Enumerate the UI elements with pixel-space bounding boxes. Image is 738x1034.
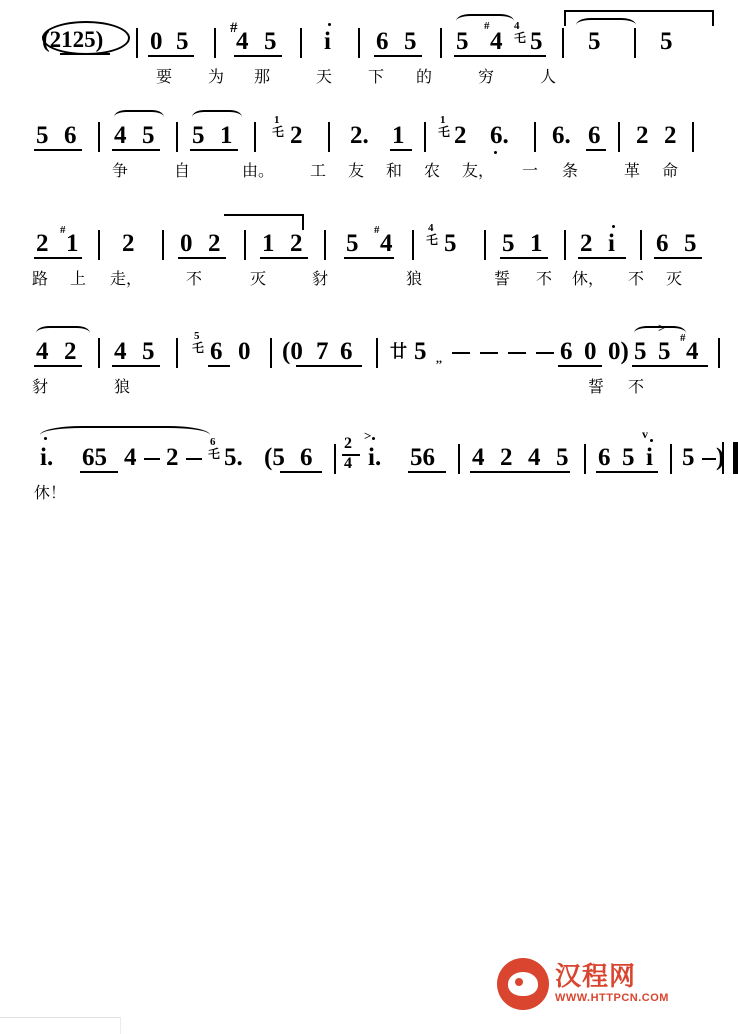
barline <box>634 28 636 58</box>
note-token: 7 <box>316 338 329 365</box>
system-4-notes <box>28 320 699 372</box>
note-token: 2 <box>580 230 593 257</box>
music-system-5 <box>28 427 725 508</box>
ornament-token: 6 <box>210 436 216 448</box>
beam <box>632 365 708 367</box>
beam <box>586 149 606 151</box>
octave-dot-icon <box>650 439 653 442</box>
note-token: 5 <box>502 230 515 257</box>
ornament-token: > <box>364 428 372 443</box>
time-signature-denominator: 4 <box>344 455 352 472</box>
note-token: 5 <box>404 28 417 55</box>
hold-dash <box>508 352 526 354</box>
beam <box>34 149 82 151</box>
note-token: 2. <box>350 122 369 149</box>
note-token: 5 <box>634 338 647 365</box>
lyric-syllable: 要 <box>156 67 173 86</box>
accidental-sharp-icon: # <box>230 20 238 36</box>
lyric-syllable: 天 <box>316 67 333 86</box>
note-token: 5 <box>684 230 697 257</box>
beam <box>80 471 118 473</box>
note-token: 6 <box>300 444 313 471</box>
site-watermark <box>497 956 693 1012</box>
watermark-url: WWW.HTTPCN.COM <box>555 991 669 1004</box>
beam <box>654 257 702 259</box>
beam <box>148 55 194 57</box>
note-token: 5 <box>658 338 671 365</box>
barline <box>324 230 326 260</box>
note-token: i <box>324 28 331 55</box>
lyric-syllable: 路 <box>32 269 49 288</box>
lyric-syllable: 誓 <box>588 377 605 396</box>
lyric-syllable: 下 <box>368 67 385 86</box>
system-3-lyrics <box>28 264 688 294</box>
watermark-site-name: 汉程网 <box>555 962 637 993</box>
ornament-token: 4 <box>428 222 434 234</box>
watermark-text <box>555 964 669 1003</box>
note-token: 56 <box>410 444 435 471</box>
note-token: 4 <box>124 444 137 471</box>
barline <box>564 230 566 260</box>
lyric-syllable: 不 <box>628 269 645 288</box>
hold-dash <box>144 458 160 460</box>
barline <box>618 122 620 152</box>
ornament-token: 乇 <box>438 125 451 139</box>
music-system-2 <box>28 108 688 186</box>
beam <box>578 257 626 259</box>
note-token: 6 <box>588 122 601 149</box>
beam <box>296 365 362 367</box>
beam <box>178 257 226 259</box>
logo-circle-icon <box>497 958 549 1010</box>
barline <box>584 444 586 474</box>
lyric-syllable: 一 <box>522 161 539 180</box>
note-token: 6. <box>552 122 571 149</box>
barline <box>334 444 336 474</box>
barline <box>562 28 564 58</box>
barline <box>176 338 178 368</box>
system-4-lyrics <box>28 372 688 402</box>
accidental-sharp-icon: # <box>60 224 66 236</box>
beam <box>470 471 570 473</box>
beam <box>60 53 110 55</box>
barline <box>136 28 138 58</box>
barline <box>244 230 246 260</box>
beam <box>234 55 282 57</box>
system-2-notes <box>28 108 688 156</box>
lyric-syllable: 人 <box>540 67 557 86</box>
system-1-lyrics <box>28 62 688 92</box>
final-barline <box>722 442 738 474</box>
note-token: 2 <box>664 122 677 149</box>
beam <box>390 149 412 151</box>
note-token: 5 <box>264 28 277 55</box>
hold-dash <box>702 458 716 460</box>
note-token: 5 <box>456 28 469 55</box>
note-token: 4 <box>114 338 127 365</box>
note-token: 4 <box>36 338 49 365</box>
note-token: ) <box>716 444 725 471</box>
beam <box>454 55 546 57</box>
note-token: 5 <box>346 230 359 257</box>
hold-dash <box>536 352 554 354</box>
lyric-syllable: 友 <box>348 161 365 180</box>
lyric-syllable: 和 <box>386 161 403 180</box>
accidental-sharp-icon: # <box>484 20 490 32</box>
note-token: 65 <box>82 444 107 471</box>
note-token: 5 <box>192 122 205 149</box>
note-token: 1 <box>392 122 405 149</box>
note-token: 6 <box>656 230 669 257</box>
lyric-syllable: 不 <box>628 377 645 396</box>
note-token: 6. <box>490 122 509 149</box>
accidental-sharp-icon: # <box>680 332 686 344</box>
octave-dot-icon <box>44 437 47 440</box>
note-token: 6 <box>560 338 573 365</box>
ornament-token: 乇 <box>272 125 285 139</box>
beam <box>34 257 82 259</box>
octave-dot-icon <box>494 151 497 154</box>
lyric-syllable: 走， <box>110 269 143 288</box>
lyric-syllable: 友， <box>462 161 495 180</box>
music-system-3 <box>28 216 697 294</box>
note-token: 6 <box>598 444 611 471</box>
note-token: 4 <box>114 122 127 149</box>
page-edge-artifact <box>0 1017 121 1034</box>
note-token: 4 <box>686 338 699 365</box>
note-token: 2 <box>208 230 221 257</box>
slur-arc <box>576 18 636 32</box>
note-token: 5 <box>682 444 695 471</box>
lyric-syllable: 不 <box>186 269 203 288</box>
lyric-syllable: 争 <box>112 161 129 180</box>
barline <box>214 28 216 58</box>
lyric-syllable: 休， <box>572 269 605 288</box>
lyric-syllable: 誓 <box>494 269 511 288</box>
note-token: i. <box>40 444 54 471</box>
barline <box>670 444 672 474</box>
lyric-syllable: 革 <box>624 161 641 180</box>
note-token: 1 <box>220 122 233 149</box>
note-token: 0) <box>608 338 629 365</box>
accidental-sharp-icon: # <box>374 224 380 236</box>
ornament-token: 1 <box>440 114 446 126</box>
note-token: 5 <box>556 444 569 471</box>
note-token: 5. <box>224 444 243 471</box>
barline <box>162 230 164 260</box>
system-5-lyrics <box>28 478 688 508</box>
note-token: 0 <box>238 338 251 365</box>
lyric-syllable: 灭 <box>666 269 683 288</box>
lyric-syllable: 条 <box>562 161 579 180</box>
slur-arc <box>40 426 210 444</box>
beam <box>374 55 422 57</box>
note-token: 2 <box>636 122 649 149</box>
note-token: 5 <box>660 28 673 55</box>
beam <box>344 257 394 259</box>
ornament-token: v <box>642 427 648 441</box>
note-token: 1 <box>66 230 79 257</box>
lyric-syllable: 豺 <box>32 377 49 396</box>
barline <box>458 444 460 474</box>
note-token: 2 <box>290 122 303 149</box>
ornament-token: 乇 <box>208 447 221 461</box>
music-system-1 <box>28 14 688 92</box>
note-token: 6 <box>210 338 223 365</box>
note-token: 5 <box>530 28 543 55</box>
note-token: 4 <box>528 444 541 471</box>
note-token: (2125) <box>42 27 104 52</box>
barline <box>254 122 256 152</box>
beam <box>112 149 160 151</box>
note-token: (5 <box>264 444 285 471</box>
note-token: 2 <box>122 230 135 257</box>
note-token: 4 <box>490 28 503 55</box>
note-token: (0 <box>282 338 303 365</box>
note-token: 5 <box>622 444 635 471</box>
octave-dot-icon <box>612 225 615 228</box>
octave-dot-icon <box>328 23 331 26</box>
beam <box>208 365 230 367</box>
note-token: 2 <box>64 338 77 365</box>
hold-dash <box>186 458 202 460</box>
barline <box>358 28 360 58</box>
time-signature-numerator: 2 <box>344 435 352 452</box>
music-system-4 <box>28 320 699 402</box>
barline <box>440 28 442 58</box>
phrase-bracket <box>224 214 304 230</box>
beam <box>280 471 322 473</box>
note-token: 0 <box>584 338 597 365</box>
beam <box>596 471 658 473</box>
note-token: 2 <box>290 230 303 257</box>
beam <box>34 365 82 367</box>
lyric-syllable: 那 <box>254 67 271 86</box>
lyric-syllable: 的 <box>416 67 433 86</box>
lyric-syllable: 上 <box>70 269 87 288</box>
lyric-syllable: 狼 <box>406 269 423 288</box>
barline <box>328 122 330 152</box>
barline <box>176 122 178 152</box>
barline <box>534 122 536 152</box>
lyric-syllable: 灭 <box>250 269 267 288</box>
beam <box>190 149 238 151</box>
barline <box>98 122 100 152</box>
ornament-token: 乇 <box>514 31 527 45</box>
lyric-syllable: 豺 <box>312 269 329 288</box>
ornament-token: 乇 <box>192 341 205 355</box>
lyric-syllable: 狼 <box>114 377 131 396</box>
lyric-syllable: 穷 <box>478 67 495 86</box>
note-token: 6 <box>376 28 389 55</box>
note-token: i <box>608 230 615 257</box>
barline <box>484 230 486 260</box>
lyric-syllable: 命 <box>662 161 679 180</box>
note-token: 0 <box>180 230 193 257</box>
barline <box>98 230 100 260</box>
system-3-notes <box>28 216 697 264</box>
note-token: 4 <box>380 230 393 257</box>
ornament-token: ,, <box>436 351 442 365</box>
barline <box>718 338 720 368</box>
note-token: 5 <box>414 338 427 365</box>
note-token: 0 <box>150 28 163 55</box>
beam <box>558 365 602 367</box>
lyric-syllable: 工 <box>310 161 327 180</box>
note-token: 2 <box>36 230 49 257</box>
system-5-notes <box>28 427 725 478</box>
barline <box>412 230 414 260</box>
note-token: 2 <box>454 122 467 149</box>
lyric-syllable: 为 <box>208 67 225 86</box>
barline <box>424 122 426 152</box>
barline <box>376 338 378 368</box>
octave-dot-icon <box>372 437 375 440</box>
note-token: 2 <box>166 444 179 471</box>
lyric-syllable: 农 <box>424 161 441 180</box>
note-token: 2 <box>500 444 513 471</box>
lyric-syllable: 休！ <box>34 483 67 502</box>
barline <box>640 230 642 260</box>
beam <box>260 257 308 259</box>
system-2-lyrics <box>28 156 688 186</box>
note-token: 5 <box>36 122 49 149</box>
note-token: i <box>646 444 653 471</box>
hold-dash <box>452 352 470 354</box>
note-token: 6 <box>64 122 77 149</box>
barline <box>692 122 694 152</box>
note-token: 5 <box>444 230 457 257</box>
note-token: 廿 <box>390 342 407 361</box>
beam <box>500 257 548 259</box>
note-token: 1 <box>262 230 275 257</box>
beam <box>112 365 160 367</box>
lyric-syllable: 不 <box>536 269 553 288</box>
system-1-notes <box>28 14 688 62</box>
barline <box>98 338 100 368</box>
barline <box>300 28 302 58</box>
lyric-syllable: 由。 <box>242 161 275 180</box>
ornament-token: 乇 <box>426 233 439 247</box>
note-token: 5 <box>142 122 155 149</box>
lyric-syllable: 自 <box>174 161 191 180</box>
ornament-token: 1 <box>274 114 280 126</box>
note-token: i. <box>368 444 382 471</box>
ornament-token: 4 <box>514 20 520 32</box>
ornament-token: > <box>658 320 666 335</box>
barline <box>270 338 272 368</box>
beam <box>408 471 446 473</box>
note-token: 4 <box>236 28 249 55</box>
note-token: 5 <box>142 338 155 365</box>
ornament-token: 5 <box>194 330 200 342</box>
note-token: 5 <box>176 28 189 55</box>
hold-dash <box>480 352 498 354</box>
note-token: 6 <box>340 338 353 365</box>
note-token: 5 <box>588 28 601 55</box>
note-token: 1 <box>530 230 543 257</box>
note-token: 4 <box>472 444 485 471</box>
